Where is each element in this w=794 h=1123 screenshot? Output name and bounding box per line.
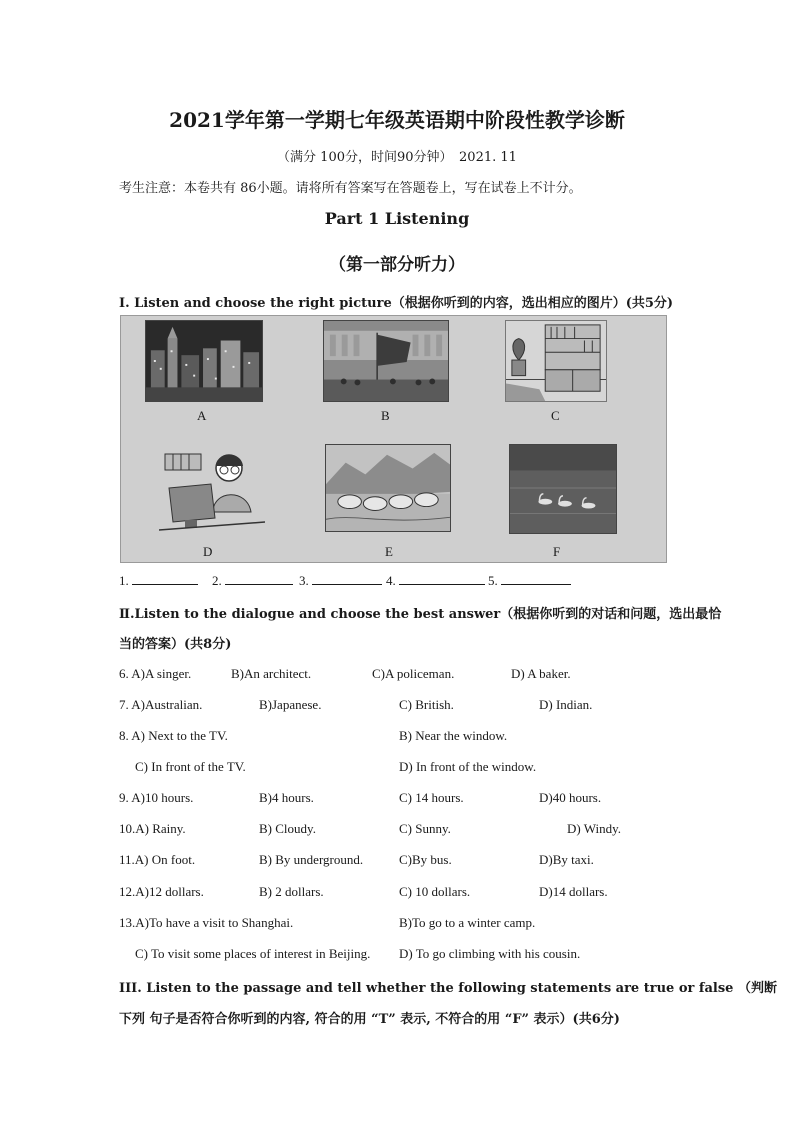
page-title: 2021学年第一学期七年级英语期中阶段性教学诊断 [169,108,625,132]
q7-option-c[interactable]: C) British. [399,697,454,712]
q12-option-c[interactable]: C) 10 dollars. [399,884,471,899]
q10-option-d[interactable]: D) Windy. [567,821,621,836]
flag-ceremony-icon [323,320,449,402]
exam-info: （满分 100分，时间90分钟） 2021. 11 [277,150,517,165]
picture-label-f: F [553,544,561,559]
q13-option-a[interactable]: 13.A)To have a visit to Shanghai. [119,915,294,930]
exam-notice: 考生注意：本卷共有 86小题。请将所有答案写在答题卷上，写在试卷上不计分。 [119,181,582,196]
section-2-heading-cont: 当的答案）(共8分) [119,637,232,652]
q12-option-d[interactable]: D)14 dollars. [539,884,608,899]
section-3-heading: III. Listen to the passage and tell whether the following statements are true or false （判断 [119,981,777,996]
q9-option-b[interactable]: B)4 hours. [259,790,314,805]
q10-option-b[interactable]: B) Cloudy. [259,821,316,836]
q11-option-a[interactable]: 11.A) On foot. [119,852,196,867]
q10-option-c[interactable]: C) Sunny. [399,821,451,836]
q8-option-b[interactable]: B) Near the window. [399,728,508,743]
sheep-field-icon [325,444,451,532]
section-2-heading: Ⅱ.Listen to the dialogue and choose the best answer（根据你听到的对话和问题，选出最恰 [119,607,722,622]
q7-option-b[interactable]: B)Japanese. [259,697,322,712]
q11-option-b[interactable]: B) By underground. [259,852,364,867]
part-title-cn: （第一部分听力） [329,255,465,275]
section-3-heading-cont: 下列 句子是否符合你听到的内容, 符合的用 “T” 表示, 不符合的用 “F” 表示）(共6分) [119,1012,620,1027]
q6-option-a[interactable]: 6. A)A singer. [119,666,192,681]
answer-blank-2[interactable]: 2. [212,572,293,589]
swans-lake-icon [509,444,617,534]
picture-label-b: B [381,408,390,423]
answer-blank-5[interactable]: 5. [488,572,571,589]
q8-option-c[interactable]: C) In front of the TV. [135,759,246,774]
answer-blank-1[interactable]: 1. [119,572,198,589]
q6-option-d[interactable]: D) A baker. [511,666,571,681]
q10-option-a[interactable]: 10.A) Rainy. [119,821,186,836]
picture-label-e: E [385,544,393,559]
picture-label-a: A [197,408,207,423]
q13-option-b[interactable]: B)To go to a winter camp. [399,915,536,930]
q9-option-c[interactable]: C) 14 hours. [399,790,464,805]
q6-option-c[interactable]: C)A policeman. [372,666,455,681]
picture-label-d: D [203,544,213,559]
q11-option-c[interactable]: C)By bus. [399,852,452,867]
picture-label-c: C [551,408,560,423]
q8-option-d[interactable]: D) In front of the window. [399,759,537,774]
night-city-icon [145,320,263,402]
q13-option-c[interactable]: C) To visit some places of interest in Beijing. [135,946,371,961]
q9-option-a[interactable]: 9. A)10 hours. [119,790,194,805]
q12-option-a[interactable]: 12.A)12 dollars. [119,884,204,899]
q6-option-b[interactable]: B)An architect. [231,666,312,681]
q7-option-d[interactable]: D) Indian. [539,697,593,712]
answer-blank-3[interactable]: 3. [299,572,382,589]
q12-option-b[interactable]: B) 2 dollars. [259,884,324,899]
q9-option-d[interactable]: D)40 hours. [539,790,602,805]
q13-option-d[interactable]: D) To go climbing with his cousin. [399,946,581,961]
section-1-heading: I. Listen and choose the right picture（根据你听到的内容，选出相应的图片）(共5分) [119,296,674,311]
computer-user-icon [159,442,265,534]
q11-option-d[interactable]: D)By taxi. [539,852,594,867]
q7-option-a[interactable]: 7. A)Australian. [119,697,203,712]
answer-blank-4[interactable]: 4. [386,572,485,589]
picture-panel [120,315,667,563]
q8-option-a[interactable]: 8. A) Next to the TV. [119,728,228,743]
part-title: Part 1 Listening [324,209,470,228]
room-bookshelf-icon [505,320,607,402]
